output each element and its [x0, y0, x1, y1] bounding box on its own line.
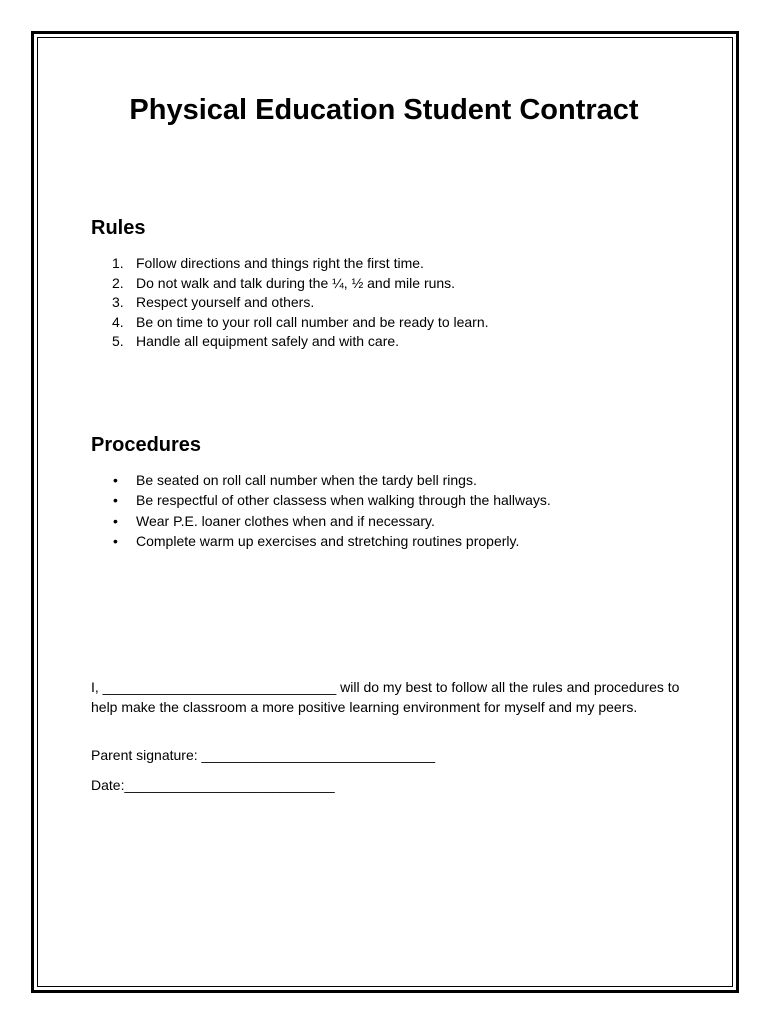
bullet-marker: •: [113, 492, 118, 509]
rule-text: Respect yourself and others.: [136, 294, 315, 310]
bullet-marker: •: [113, 512, 118, 529]
procedures-list: [91, 470, 551, 551]
procedures-heading: Procedures: [91, 434, 202, 456]
bullet-marker: •: [113, 472, 118, 488]
list-item: [91, 531, 551, 551]
procedure-text: Be seated on roll call number when the tardy bell rings.: [136, 472, 477, 488]
list-item: [91, 470, 551, 490]
document-title: Physical Education Student Contract: [129, 94, 639, 126]
list-marker: 4.: [112, 313, 124, 330]
list-item: [91, 293, 489, 313]
list-item: [91, 254, 489, 274]
pledge-statement: I, ______________________________ will do my best to follow all the rules and procedures to help make the classroom a more positive learning environment for myself and my peers.: [91, 679, 680, 715]
rule-text: Follow directions and things right the first time.: [136, 255, 424, 271]
list-marker: 1.: [112, 255, 124, 271]
rule-text: Do not walk and talk during the ¼, ½ and mile runs.: [136, 274, 456, 291]
procedure-text: Wear P.E. loaner clothes when and if necessary.: [136, 512, 435, 529]
list-item: [91, 490, 551, 510]
date-line: Date:___________________________: [91, 777, 335, 793]
procedure-text: Complete warm up exercises and stretching routines properly.: [136, 532, 520, 549]
rules-list: [91, 254, 489, 352]
list-marker: 3.: [112, 294, 124, 310]
rules-heading: Rules: [91, 217, 146, 239]
list-item: [91, 274, 489, 294]
list-marker: 2.: [112, 274, 124, 291]
procedure-text: Be respectful of other classess when walking through the hallways.: [136, 492, 551, 509]
parent-signature-line: Parent signature: ______________________________: [91, 747, 436, 763]
list-marker: 5.: [112, 333, 124, 349]
list-item: [91, 332, 489, 352]
rule-text: Be on time to your roll call number and be ready to learn.: [136, 313, 489, 330]
bullet-marker: •: [113, 532, 118, 549]
rule-text: Handle all equipment safely and with care.: [136, 333, 400, 349]
list-item: [91, 511, 551, 531]
list-item: [91, 313, 489, 333]
